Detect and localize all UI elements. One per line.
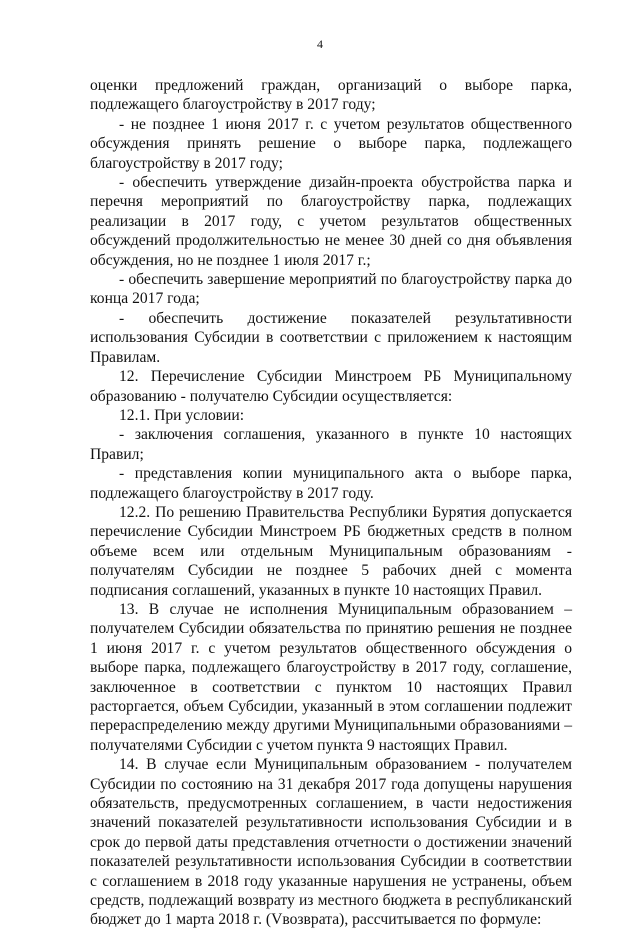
clause-12-2: 12.2. По решению Правительства Республики Бурятия допускается перечисление Субсидии Минстроем РБ бюджетных средств в полном объеме всем или отдельным Муниципальным образованиям - получателям Субсидии не позднее 5 рабочих дней с момента подписания соглашений, указанных в пункте 10 настоящих Правил. (90, 503, 572, 599)
clause-13: 13. В случае не исполнения Муниципальным образованием – получателем Субсидии обязательства по принятию решения не позднее 1 июня 2017 г. с учетом результатов общественного обсуждения о выборе парка, подлежащего благоустройству в 2017 году, соглашение, заключенное в соответствии с пунктом 10 настоящих Правил расторгается, объем Субсидии, указанный в этом соглашении подлежит перераспределению между другими Муниципальными образованиями – получателями Субсидии с учетом пункта 9 настоящих Правил. (90, 600, 572, 754)
paragraph-performance-indicators: - обеспечить достижение показателей результативности использования Субсидии в соответствии с приложением к настоящим Правилам. (90, 309, 572, 366)
clause-14: 14. В случае если Муниципальным образованием - получателем Субсидии по состоянию на 31 декабря 2017 года допущены нарушения обязательств, предусмотренных соглашением, в части недостижения значений показателей результативности использования Субсидии и в срок до первой даты представления отчетности о достижении значений показателей результативности использования Субсидии в соответствии с соглашением в 2018 году указанные нарушения не устранены, объем средств, подлежащий возврату из местного бюджета в республиканский бюджет до 1 марта 2018 г. (Vвозврата), рассчитывается по формуле: (90, 756, 572, 929)
clause-12-1: 12.1. При условии: (119, 406, 245, 424)
document-body (90, 76, 572, 930)
clause-12: 12. Перечисление Субсидии Минстроем РБ Муниципальному образованию - получателю Субсидии осуществляется: (90, 368, 572, 405)
paragraph-completion-of-works: - обеспечить завершение мероприятий по благоустройству парка до конца 2017 года; (90, 271, 572, 308)
paragraph-agreement-condition: - заключения соглашения, указанного в пункте 10 настоящих Правил; (90, 426, 572, 463)
paragraph-park-selection-deadline: - не позднее 1 июня 2017 г. с учетом результатов общественного обсуждения принять решение о выборе парка, подлежащего благоустройству в 2017 году; (90, 115, 572, 172)
page-number: 4 (317, 37, 323, 51)
paragraph-parks-proposals-continuation: оценки предложений граждан, организаций о выборе парка, подлежащего благоустройству в 2017 году; (90, 77, 572, 114)
paragraph-municipal-act-condition: - представления копии муниципального акта о выборе парка, подлежащего благоустройству в 2017 году. (90, 465, 572, 502)
paragraph-design-project-approval: - обеспечить утверждение дизайн-проекта обустройства парка и перечня мероприятий по благоустройству парка, подлежащих реализации в 2017 году, с учетом результатов общественных обсуждений продолжительностью не менее 30 дней со дня объявления обсуждения, но не позднее 1 июля 2017 г.; (90, 174, 572, 269)
